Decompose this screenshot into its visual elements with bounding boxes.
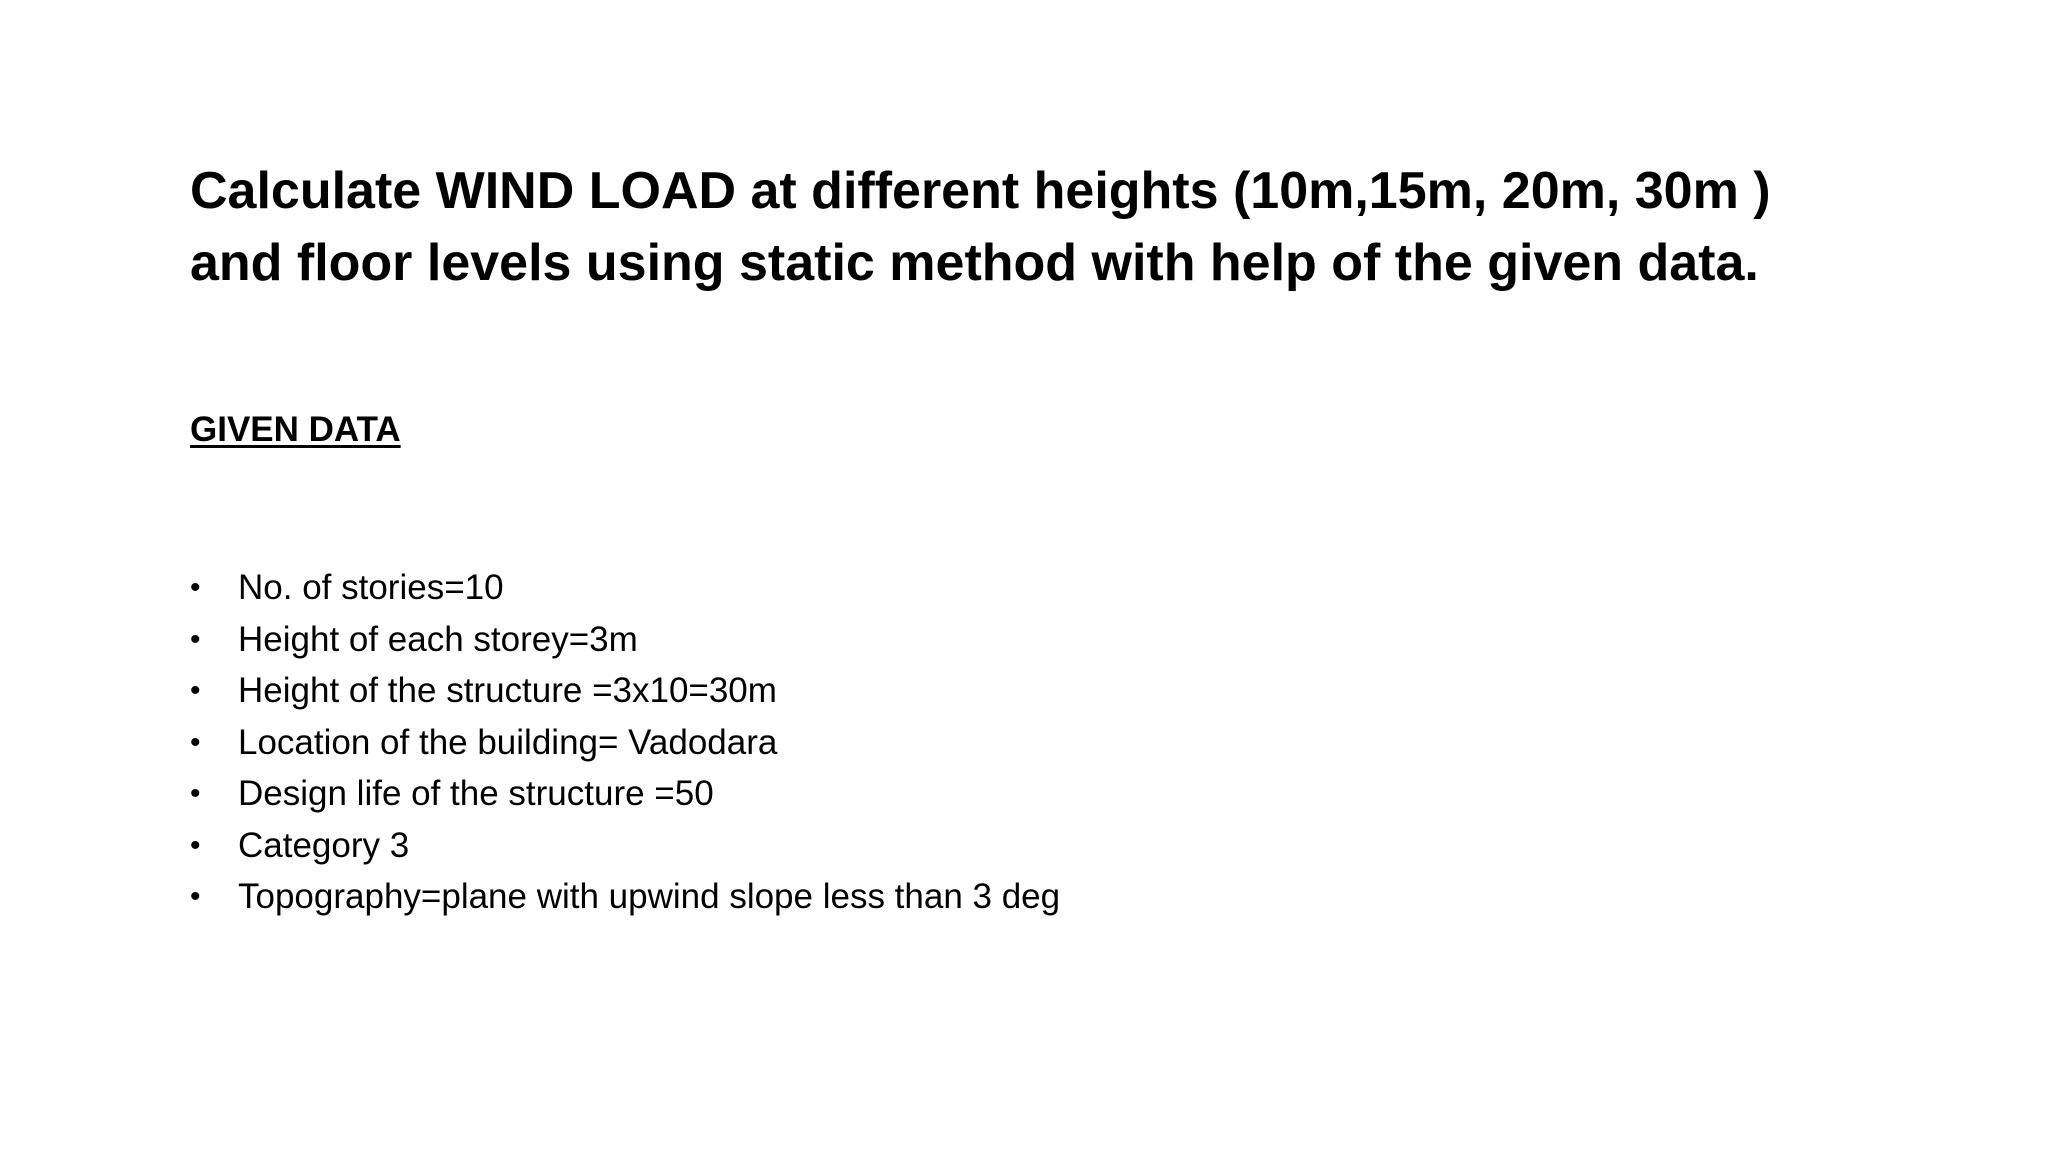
bullet-icon: • bbox=[190, 777, 201, 810]
list-item-text: Height of each storey=3m bbox=[238, 619, 638, 659]
given-data-list bbox=[190, 562, 1060, 923]
bullet-icon: • bbox=[190, 880, 201, 913]
list-item bbox=[190, 717, 1060, 769]
given-data-heading: GIVEN DATA bbox=[190, 410, 401, 449]
slide-title-line-2: and floor levels using static method with help of the given data. bbox=[190, 234, 1759, 292]
list-item bbox=[190, 768, 1060, 820]
bullet-icon: • bbox=[190, 571, 201, 604]
list-item bbox=[190, 562, 1060, 614]
list-item bbox=[190, 820, 1060, 872]
slide-title-line-1: Calculate WIND LOAD at different heights (10m,15m, 20m, 30m ) bbox=[190, 162, 1771, 220]
bullet-icon: • bbox=[190, 828, 201, 862]
bullet-icon: • bbox=[190, 622, 201, 656]
slide-title bbox=[190, 155, 1910, 299]
list-item bbox=[190, 614, 1060, 666]
list-item bbox=[190, 871, 1060, 923]
bullet-icon: • bbox=[190, 725, 201, 759]
list-item-text: Category 3 bbox=[238, 825, 410, 865]
list-item-text: Height of the structure =3x10=30m bbox=[238, 671, 777, 710]
list-item-text: No. of stories=10 bbox=[238, 568, 504, 607]
bullet-icon: • bbox=[190, 674, 201, 707]
list-item-text: Design life of the structure =50 bbox=[238, 774, 714, 813]
list-item-text: Topography=plane with upwind slope less than 3 deg bbox=[238, 877, 1061, 916]
list-item-text: Location of the building= Vadodara bbox=[238, 722, 778, 762]
list-item bbox=[190, 665, 1060, 717]
